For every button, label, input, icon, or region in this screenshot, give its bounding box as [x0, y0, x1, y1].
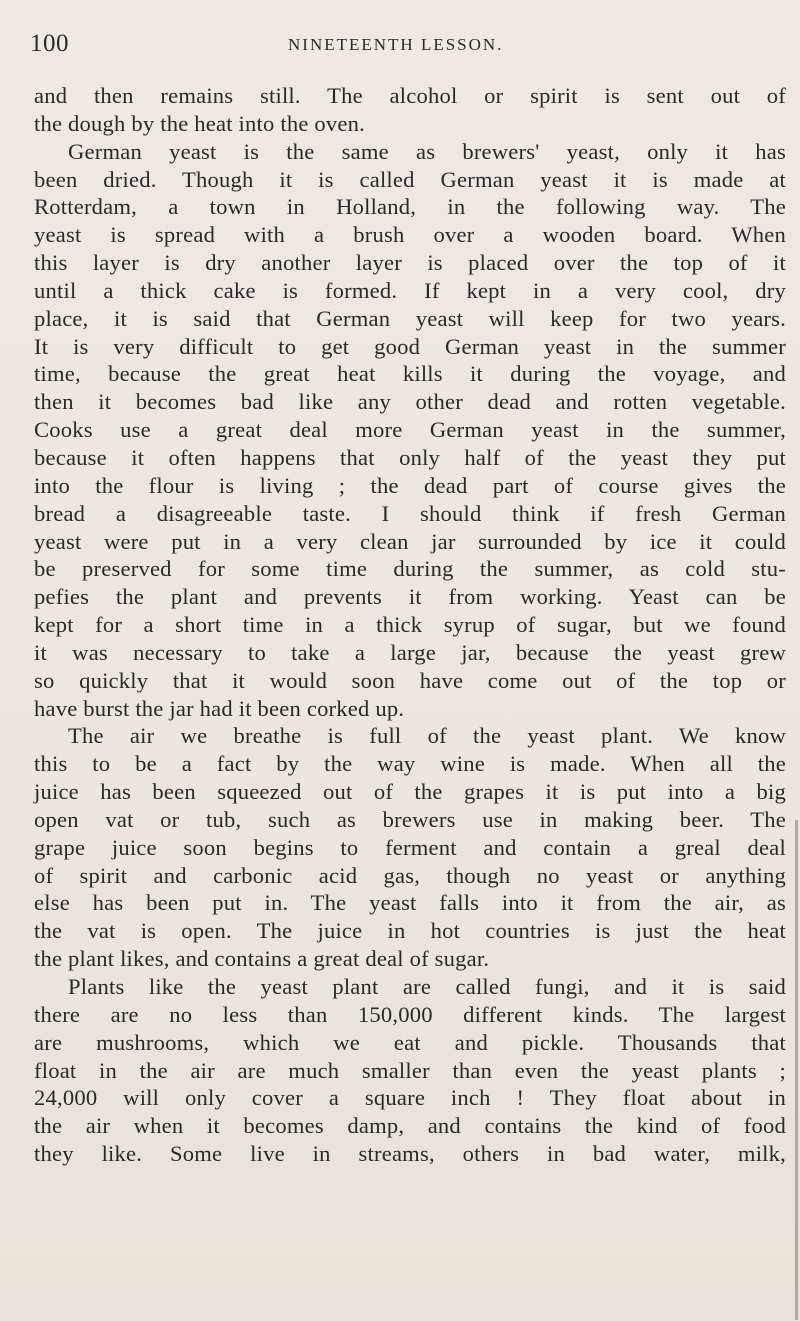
text-line: open vat or tub, such as brewers use in making beer. The [34, 806, 786, 832]
text-line: this to be a fact by the way wine is made. When all the [34, 751, 786, 777]
text-line: juice has been squeezed out of the grapes it is put into a big [34, 779, 786, 805]
text-line: there are no less than 150,000 different kinds. The largest [34, 1001, 786, 1027]
text-line: they like. Some live in streams, others in bad water, milk, [34, 1141, 786, 1167]
running-head: NINETEENTH LESSON. [288, 35, 504, 54]
text-line: grape juice soon begins to ferment and contain a greal deal [34, 834, 786, 860]
text-line: float in the air are much smaller than even the yeast plants ; [34, 1057, 786, 1083]
text-line: Cooks use a great deal more German yeast in the summer, [34, 417, 786, 443]
text-line: until a thick cake is formed. If kept in a very cool, dry [34, 277, 786, 303]
text-line: because it often happens that only half of the yeast they put [34, 444, 786, 470]
text-line: the air when it becomes damp, and contains the kind of food [34, 1113, 786, 1139]
text-line: the plant likes, and contains a great deal of sugar. [34, 946, 490, 972]
text-line: the vat is open. The juice in hot countries is just the heat [34, 918, 786, 944]
text-line: and then remains still. The alcohol or spirit is sent out of [34, 83, 786, 108]
text-line: German yeast is the same as brewers' yeast, only it has [68, 138, 786, 164]
text-line: then it becomes bad like any other dead and rotten vegetable. [34, 389, 786, 415]
text-line: be preserved for some time during the summer, as cold stu- [34, 556, 786, 582]
text-line: pefies the plant and prevents it from working. Yeast can be [34, 584, 786, 610]
text-line: Rotterdam, a town in Holland, in the following way. The [34, 194, 786, 220]
text-line: It is very difficult to get good German yeast in the summer [34, 333, 786, 359]
text-line: time, because the great heat kills it during the voyage, and [34, 361, 786, 387]
text-line: into the flour is living ; the dead part of course gives the [34, 472, 786, 498]
page-number: 100 [30, 30, 69, 57]
text-line: kept for a short time in a thick syrup of sugar, but we found [34, 612, 786, 638]
text-line: else has been put in. The yeast falls into it from the air, as [34, 890, 786, 916]
text-line: 24,000 will only cover a square inch ! They float about in [34, 1085, 786, 1111]
text-line: yeast is spread with a brush over a wooden board. When [34, 222, 786, 248]
text-line: The air we breathe is full of the yeast plant. We know [68, 723, 786, 749]
text-line: bread a disagreeable taste. I should think if fresh German [34, 500, 786, 526]
text-line: the dough by the heat into the oven. [34, 110, 365, 136]
page-header [30, 30, 790, 64]
text-line: are mushrooms, which we eat and pickle. Thousands that [34, 1029, 786, 1055]
body-text [34, 82, 786, 1168]
page-edge-shadow [795, 820, 798, 1320]
text-line: so quickly that it would soon have come out of the top or [34, 667, 786, 693]
text-line: been dried. Though it is called German yeast it is made at [34, 166, 786, 192]
text-line: yeast were put in a very clean jar surrounded by ice it could [34, 528, 786, 554]
text-line: this layer is dry another layer is placed over the top of it [34, 250, 786, 276]
text-line: of spirit and carbonic acid gas, though no yeast or anything [34, 862, 786, 888]
text-line: it was necessary to take a large jar, because the yeast grew [34, 639, 786, 665]
text-line: place, it is said that German yeast will keep for two years. [34, 305, 786, 331]
text-line: Plants like the yeast plant are called fungi, and it is said [68, 974, 786, 999]
text-line: have burst the jar had it been corked up. [34, 695, 405, 721]
